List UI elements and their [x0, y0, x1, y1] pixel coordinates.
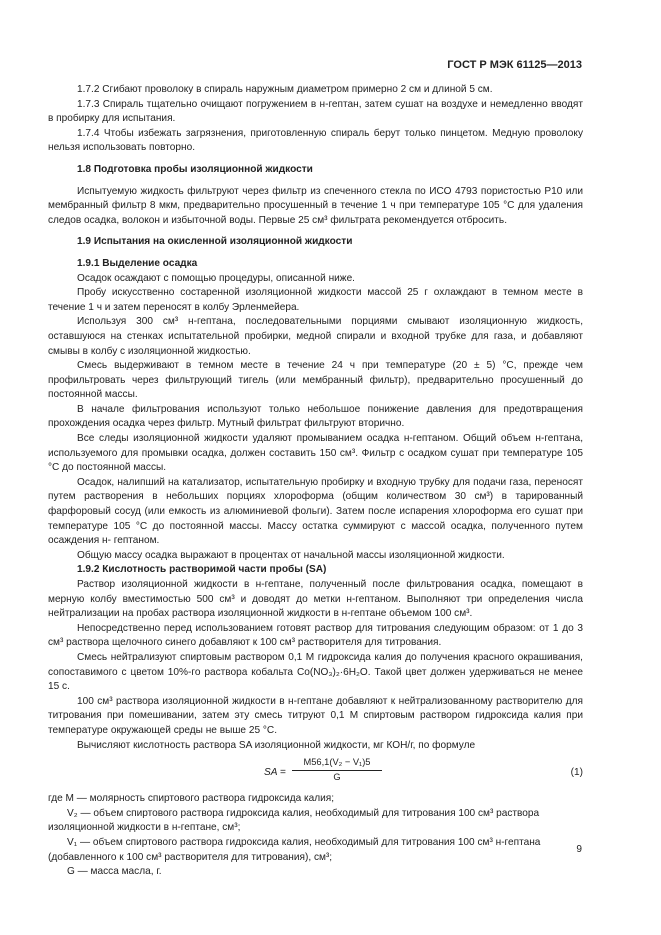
paragraph-text: Вычисляют кислотность раствора SA изоляционной жидкости, мг КОН/г, по формуле [77, 739, 476, 751]
definition-v2: V₂ — объем спиртового раствора гидроксида калия, необходимый для титрования 100 см³ раствора изоляционной жидкости в н-гептане, см³; [48, 807, 540, 834]
paragraph-text: В начале фильтрования используют только небольшое понижение давления для предотвращения прохождения осадка через фильтр. Мутный фильтрат фильтруют вторично. [48, 403, 583, 430]
paragraph-text: Все следы изоляционной жидкости удаляют промыванием осадка н-гептаном. Общий объем н-гептана, используемого для промывки осадка, должен составить 150 см³. Фильтр с осадком сушат при температуре 105 °С до постоянной массы. [48, 433, 583, 474]
acidity-formula [48, 756, 583, 792]
paragraph-text: Смесь нейтрализуют спиртовым раствором 0,1 М гидроксида калия до получения красного окрашивания, сопоставимого с цветом 10%-го раствора кобальта Co(NO₃)₂·6H₂O. Такой цвет должен удерживаться не менее 15 с. [48, 651, 583, 693]
section-heading-1-8: 1.8 Подготовка пробы изоляционной жидкости [77, 163, 313, 175]
paragraph-1-7-2: 1.7.2 Сгибают проволоку в спираль наружным диаметром примерно 2 см и длиной 5 см. [77, 84, 493, 95]
formula-number: (1) [570, 767, 583, 779]
formula-numerator: M56,1(V₂ − V₁)5 [292, 756, 382, 771]
paragraph-1-7-3: 1.7.3 Спираль тщательно очищают погружением в н-гептан, затем сушат на воздухе и немедленно вводят в пробирку для испытания. [48, 98, 583, 125]
formula-denominator: G [333, 772, 341, 783]
paragraph-text: Непосредственно перед использованием готовят раствор для титрования следующим образом: от 1 до 3 см³ раствора щелочного синего добавляют к 100 см³ растворителя для титрования. [48, 622, 583, 649]
paragraph-1-7-4: 1.7.4 Чтобы избежать загрязнения, приготовленную спираль берут только пинцетом. Медную проволоку нельзя использовать повторно. [48, 127, 583, 154]
document-body [48, 83, 583, 880]
paragraph-text: Пробу искусственно состаренной изоляционной жидкости массой 25 г охлаждают в темном месте в течение 1 ч и затем переносят в колбу Эрленмейера. [48, 287, 583, 313]
definition-m: где M — молярность спиртового раствора гидроксида калия; [48, 793, 335, 805]
section-heading-1-9: 1.9 Испытания на окисленной изоляционной жидкости [77, 236, 353, 248]
paragraph-text: Общую массу осадка выражают в процентах от начальной массы изоляционной жидкости. [77, 549, 505, 561]
section-heading-1-9-2: 1.9.2 Кислотность растворимой части пробы (SA) [77, 564, 327, 576]
paragraph-sample-prep: Испытуемую жидкость фильтруют через фильтр из спеченного стекла по ИСО 4793 пористостью Р10 или мембранный фильтр 8 мкм, предварительно просушенный в течение 1 ч при температуре 105 °С для удаления следов осадка, волокон и избыточной воды. Первые 25 см³ фильтрата рекомендуется отбросить. [48, 185, 583, 226]
paragraph-text: Осадок, налипший на катализатор, испытательную пробирку и входную трубку для подачи газа, переносят путем растворения в небольших порциях хлороформа (общим количеством 30 см³) в тарированный фарфоровый сосуд (или емкость из алюминиевой фольги). Затем после испарения хлороформа его сушат при температуре 105 °С до постоянной массы. Массу остатка суммируют с массой осадка, полученного путем осаждения н- гептаном. [48, 476, 583, 547]
formula-lhs: SA = [264, 767, 286, 779]
paragraph-text: Раствор изоляционной жидкости в н-гептане, полученный после фильтрования осадка, помещают в мерную колбу вместимостью 500 см³ и доводят до метки н-гептаном. Выполняют три определения числа нейтрализации на пробах раствора изоляционной жидкости в н-гептане объемом 100 см³. [48, 579, 583, 620]
definition-g: G — масса масла, г. [67, 866, 162, 878]
formula-fraction [292, 756, 382, 784]
paragraph-text: Используя 300 см³ н-гептана, последовательными порциями смывают изоляционную жидкость, оставшуюся на стенках испытательной пробирки, медной спирали и входной трубке для газа, и добавляют смывы в колбу с изоляционной жидкостью. [48, 316, 583, 357]
paragraph-text: Смесь выдерживают в темном месте в течение 24 ч при температуре (20 ± 5) °С, прежде чем профильтровать через фильтрующий тигель (или мембранный фильтр), предварительно просушенный до постоянной массы. [48, 360, 583, 401]
formula-definitions [48, 792, 583, 880]
paragraph-text: 100 см³ раствора изоляционной жидкости в н-гептане добавляют к нейтрализованному растворителю для титрования при помешивании, затем эту смесь титруют 0,1 М спиртовым раствором гидроксида калия при температуре окружающей среды не выше 25 °С. [48, 695, 583, 736]
paragraph-text: Осадок осаждают с помощью процедуры, описанной ниже. [77, 272, 355, 284]
definition-v1: V₁ — объем спиртового раствора гидроксида калия, необходимый для титрования 100 см³ н-гептана (добавленного к 100 см³ растворителя для титрования), см³; [48, 836, 541, 863]
section-heading-1-9-1: 1.9.1 Выделение осадка [77, 257, 198, 269]
standard-header: ГОСТ Р МЭК 61125—2013 [447, 59, 582, 71]
page-number: 9 [576, 844, 582, 855]
